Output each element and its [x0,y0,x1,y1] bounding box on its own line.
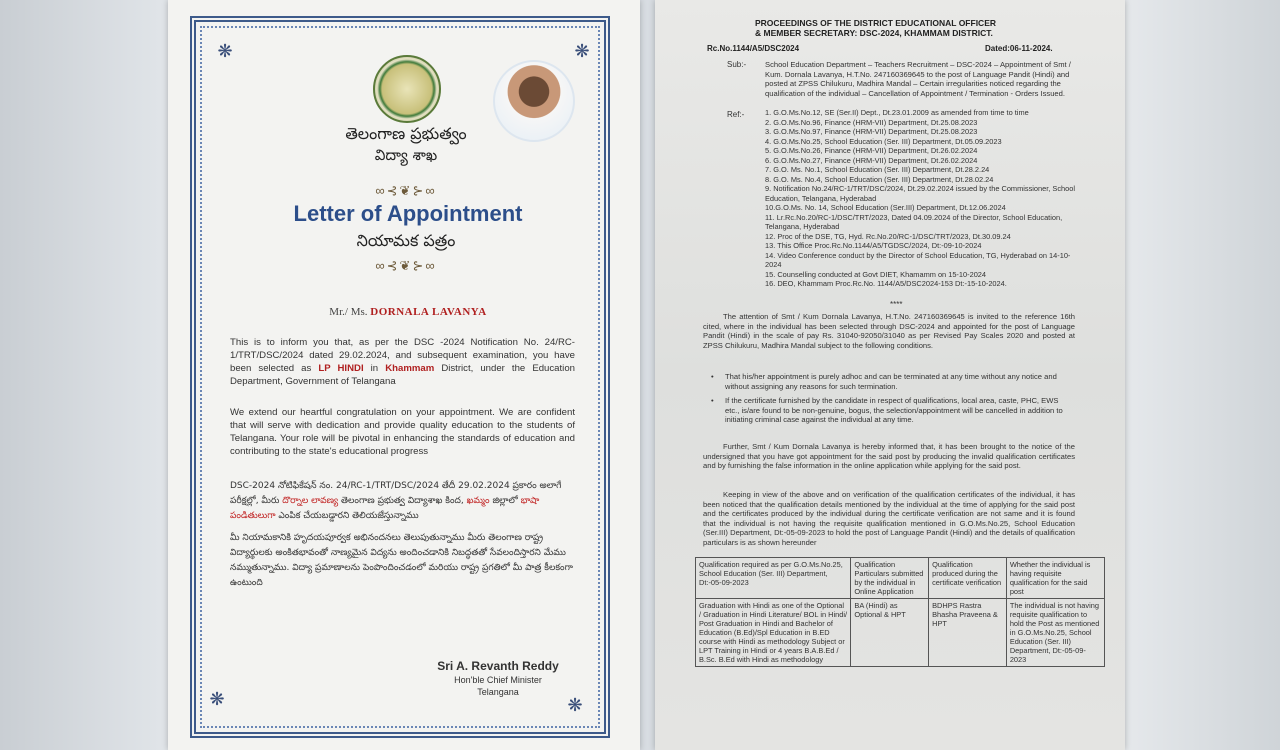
tel-para1-text-b: తెలంగాణ ప్రభుత్వ విద్యాశాఖ కింద, [338,496,467,506]
reference-label: Ref:- [727,110,745,119]
table-header-row [696,558,1105,599]
telugu-paragraph-2: మీ నియామకానికి హృదయపూర్వక అభినందనలు తెలుపుతున్నాము మీరు తెలంగాణ రాష్ట్ర విద్యార్థులకు అంకితభావంతో నాణ్యమైన విద్యను అందించడానికి నిబద్ధతతో సేవలందిస్తారని మేము నమ్ముతున్నాము. విద్యా ప్రమాణాలను పెంపొందించడంలో మరియు రాష్ట్ర ప్రగతిలో మీ పాత్ర కీలకంగా ఉంటుంది [230,533,573,588]
qualification-table [695,557,1105,667]
letter-title-telugu: నియామక పత్రం [356,231,456,250]
table-cell: Graduation with Hindi as one of the Optional / Graduation in Hindi Literature/ BOL in Hindi/ Post Graduation in Hindi and Bachelor of Education (B.Ed)/Spl Education in B.ED course with Hindi as methodology Subject or LPT Training in Hindi or 4 years B.A.B.Ed / B.Sc. B.Ed with Hindi as methodology [696,599,851,667]
separator-stars: **** [890,300,903,309]
telangana-emblem [373,55,441,123]
table-cell: BDHPS Rastra Bhasha Praveena & HPT [929,599,1007,667]
proceedings-heading-1: PROCEEDINGS OF THE DISTRICT EDUCATIONAL OFFICER [755,18,996,28]
reference-item: 14. Video Conference conduct by the Director of School Education, TG, Hyderabad on 14-10-2024 [765,250,1071,269]
chief-minister-photo [493,60,575,142]
telugu-department: విద్యా శాఖ [374,146,438,164]
subject-text: School Education Department – Teachers Recruitment – DSC-2024 – Appointment of Smt / Kum. Dornala Lavanya, H.T.No. 247160369645 to the post of Language Pandit (Hindi) and posted at ZPSS Chilukuru, Madhira Mandal – Certain irregularities noticed regarding the qualification of the individual – Cancellation of Appointment / Termination - Orders Issued. [765,60,1071,98]
condition-bullet-1: • That his/her appointment is purely adhoc and can be terminated at any time without any notice and without assigning any reasons for such termination. [725,372,1065,391]
corner-ornament-icon: ❋ [574,41,590,61]
letter-title: Letter of Appointment [293,201,523,226]
tel-post-name: భాషా పండితులుగా [230,496,540,521]
reference-item: 5. G.O.Ms.No.26, Finance (HRM-VII) Department, Dt.26.02.2024 [765,146,978,155]
reference-item: 10.G.O.Ms. No. 14, School Education (Ser.III) Department, Dt.12.06.2024 [765,203,1006,212]
table-header-cell: Whether the individual is having requisite qualification for the said post [1006,558,1104,599]
flourish-top-icon: ∞⊰❦⊱∞ [375,183,437,198]
background-right [1120,0,1280,750]
subject-label: Sub:- [727,60,747,69]
salutation: Mr./ Ms. [329,306,368,318]
reference-item: 7. G.O. Ms. No.1, School Education (Ser. III) Department, Dt.28.2.24 [765,165,990,174]
corner-ornament-icon: ❋ [209,689,225,709]
background-left [0,0,175,750]
para1-text-c: District, under the Education Department, Government of Telangana [230,363,575,387]
paragraph-congratulation: We extend our heartful congratulation on your appointment. We are confident that will serve with dedication and provide quality education to the students of Telangana. Your role will be pivotal in enhancing the standards of education and contributing to the state's educational progress [230,407,575,457]
appointment-letter [168,0,640,750]
corner-ornament-icon: ❋ [217,41,233,61]
proceedings-document [655,0,1125,750]
paragraph-attention: The attention of Smt / Kum Dornala Lavanya, H.T.No. 247160369645 is invited to the reference 16th cited, where in the individual has been selected through DSC-2024 and appointed for the post of Language Pandit (Hindi) in the scale of pay Rs. 31040-92050/31040 as per Revised Pay Scales 2020 and posted at ZPSS Chilukuru, Madhira Mandal subject to the following conditions. [703,312,1075,350]
flourish-bottom-icon: ∞⊰❦⊱∞ [375,258,437,273]
reference-item: 15. Counselling conducted at Govt DIET, Khamamm on 15-10-2024 [765,269,987,279]
paragraph-keeping: Keeping in view of the above and on verification of the qualification certificates of the individual, it has been noticed that the qualification details mentioned by the individual at the time of applying for the said post and the certificates produced by the individual during the certificate verification are not same and it is found that the individual is not having the requisite qualification mentioned in G.O.Ms.No.25, School Education (Ser.III) Department, Dt:-05-09-2023 to hold the post of Language Pandit (Hindi) and the details of qualification particulars is as shown hereunder [703,490,1075,547]
reference-item: 11. Lr.Rc.No.20/RC-1/DSC/TRT/2023, Dated 04.09.2024 of the Director, School Education, Telangana, Hyderabad [765,212,1063,231]
para1-text-b: in [363,363,386,374]
tel-district-name: ఖమ్మం [466,496,490,506]
table-header-cell: Qualification produced during the certificate verification [929,558,1007,599]
telugu-paragraph-1 [230,479,575,524]
reference-item: 8. G.O. Ms. No.4, School Education (Ser. III) Department, Dt.28.02.24 [765,174,994,184]
table-cell: BA (Hindi) as Optional & HPT [851,599,929,667]
appointee-line [298,306,518,318]
reference-number: Rc.No.1144/A5/DSC2024 [707,44,800,53]
paragraph-selection [230,336,575,388]
tel-appointee-name: దొర్నాల లావణ్య [282,496,339,506]
reference-item: 1. G.O.Ms.No.12, SE (Ser.II) Dept., Dt.23.01.2009 as amended from time to time [765,108,1029,117]
reference-item: 6. G.O.Ms.No.27, Finance (HRM-VII) Department, Dt.26.02.2024 [765,155,978,165]
tel-para1-text-d: ఎంపిక చేయబడ్డారని తెలియజేస్తున్నాము [275,511,419,521]
reference-item: 2. G.O.Ms.No.96, Finance (HRM-VII) Department, Dt.25.08.2023 [765,117,978,127]
post-name: LP HINDI [318,363,364,374]
reference-item: 12. Proc of the DSE, TG, Hyd. Rc.No.20/RC-1/DSC/TRT/2023, Dt.30.09.24 [765,231,1011,241]
corner-ornament-icon: ❋ [567,695,583,715]
paragraph-further: Further, Smt / Kum Dornala Lavanya is hereby informed that, it has been brought to the notice of the undersigned that you have got appointment for the said post by producing the invalid qualification certificates and by furnishing the false information in the online application while applying for the said post. [703,442,1075,471]
reference-item: 9. Notification No.24/RC-1/TRT/DSC/2024, Dt.29.02.2024 issued by the Commissioner, School Education, Telangana, Hyderabad [765,184,1076,203]
reference-list [765,108,1077,289]
condition-bullet-2: • If the certificate furnished by the candidate in respect of qualifications, local area, caste, PHC, EWS etc., is/are found to be non-genuine, bogus, the selection/appointment will be cancelled in addition to initiating criminal case against the individual at any time. [725,396,1065,425]
table-row [696,599,1105,667]
tel-para1-text-c: జిల్లాలో [489,496,521,506]
reference-item: 16. DEO, Khammam Proc.Rc.No. 1144/A5/DSC2024-153 Dt:-15-10-2024. [765,279,1007,288]
table-header-cell: Qualification required as per G.O.Ms.No.25, School Education (Ser. III) Department, Dt:-05-09-2023 [696,558,851,599]
proceedings-heading-2: & MEMBER SECRETARY: DSC-2024, KHAMMAM DISTRICT. [755,28,993,38]
signatory-state: Telangana [477,687,519,697]
appointee-name: DORNALA LAVANYA [370,306,487,318]
table-header-cell: Qualification Particulars submitted by the individual in Online Application [851,558,929,599]
order-date: Dated:06-11-2024. [985,44,1053,53]
reference-item: 3. G.O.Ms.No.97, Finance (HRM-VII) Department, Dt.25.08.2023 [765,127,978,136]
reference-item: 4. G.O.Ms.No.25, School Education (Ser. III) Department, Dt.05.09.2023 [765,136,1002,146]
tel-para1-text-a: DSC-2024 నోటిఫికేషన్ నం. 24/RC-1/TRT/DSC/2024 తేదీ 29.02.2024 ప్రకారం అలాగే పరీక్షల్లో, మీరు [230,481,562,506]
district-name: Khammam [385,363,435,374]
para1-text-a: This is to inform you that, as per the DSC -2024 Notification No. 24/RC-1/TRT/DSC/2024 dated 29.02.2024, and subsequent examination, you have been selected as [230,337,575,374]
table-cell: The individual is not having requisite qualification to hold the Post as mentioned in G.O.Ms.No.25, School Education (Ser. III) Department, Dt:-05-09-2023 [1006,599,1104,667]
reference-item: 13. This Office Proc.Rc.No.1144/A5/TGDSC/2024, Dt:-09-10-2024 [765,241,982,250]
signatory-designation: Hon'ble Chief Minister [454,675,542,685]
signatory-name: Sri A. Revanth Reddy [437,659,559,673]
telugu-government: తెలంగాణ ప్రభుత్వం [345,124,467,143]
